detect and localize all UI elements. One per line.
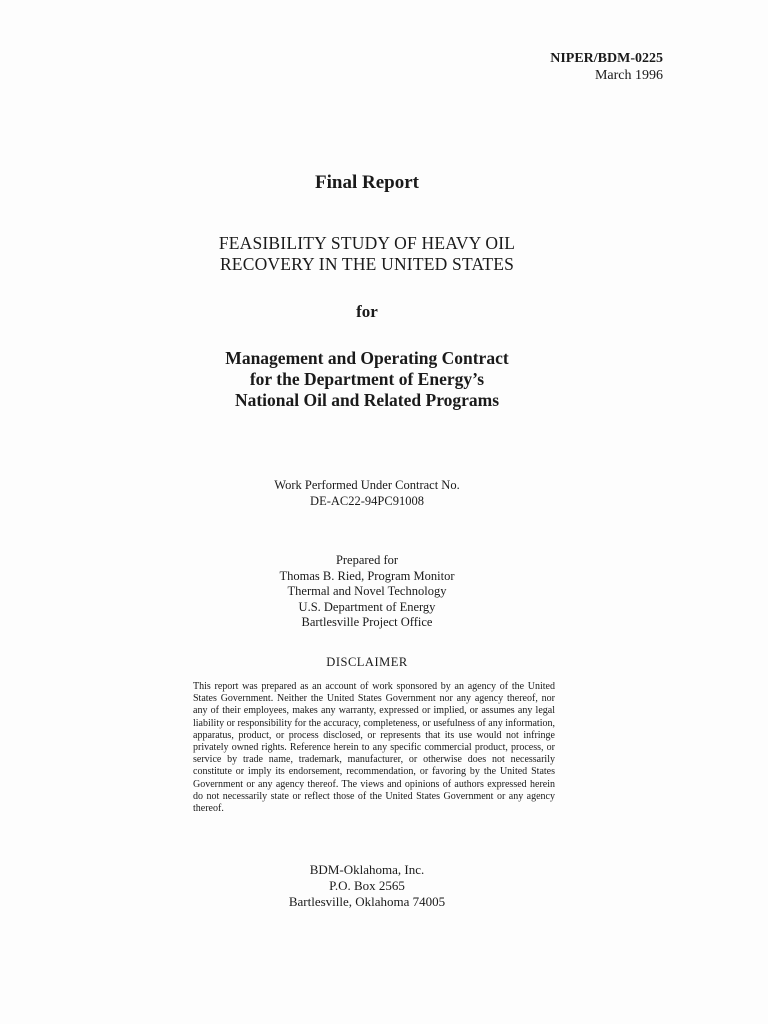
report-title	[0, 233, 734, 275]
company-po-box: P.O. Box 2565	[329, 878, 405, 893]
prepared-for-line: Prepared for	[335, 553, 399, 567]
company-city: Bartlesville, Oklahoma 74005	[288, 894, 446, 909]
report-subject	[0, 348, 734, 411]
disclaimer-text: This report was prepared as an account of work sponsored by an agency of the United States Government. Neither the United States Government nor any agency thereof, nor any of their employees, makes any warranty, expressed or implied, or assumes any legal liability or responsibility for the accuracy, completeness, or usefulness of any information, apparatus, product, or process disclosed, or represents that its use would not infringe privately owned rights. Reference herein to any specific commercial product, process, or service by trade name, trademark, manufacturer, or otherwise does not necessarily constitute or imply its endorsement, recommendation, or favoring by the United States Government or any agency thereof. The views and opinions of authors expressed herein do not necessarily state or reflect those of the United States Government or any agency thereof.	[193, 681, 555, 815]
contract-number: DE-AC22-94PC91008	[310, 493, 424, 508]
title-line: FEASIBILITY STUDY OF HEAVY OIL	[218, 233, 516, 253]
subject-line: National Oil and Related Programs	[234, 390, 500, 410]
prepared-for-line: U.S. Department of Energy	[298, 599, 436, 614]
report-type: Final Report	[315, 172, 419, 193]
subject-line: Management and Operating Contract	[225, 348, 509, 368]
for-label: for	[356, 302, 378, 321]
prepared-for	[0, 553, 734, 631]
contract-info	[0, 478, 734, 509]
company-address	[0, 862, 734, 910]
subject-line: for the Department of Energy’s	[249, 369, 485, 389]
contract-label: Work Performed Under Contract No.	[274, 478, 460, 492]
prepared-for-line: Bartlesville Project Office	[301, 615, 433, 629]
report-number: NIPER/BDM-0225	[550, 51, 663, 66]
prepared-for-line: Thomas B. Ried, Program Monitor	[279, 568, 455, 583]
prepared-for-line: Thermal and Novel Technology	[287, 584, 447, 598]
disclaimer-heading: DISCLAIMER	[326, 655, 408, 669]
company-name: BDM-Oklahoma, Inc.	[309, 862, 425, 877]
title-line: RECOVERY IN THE UNITED STATES	[219, 254, 515, 274]
report-identifier	[550, 50, 663, 84]
report-date: March 1996	[594, 68, 663, 83]
